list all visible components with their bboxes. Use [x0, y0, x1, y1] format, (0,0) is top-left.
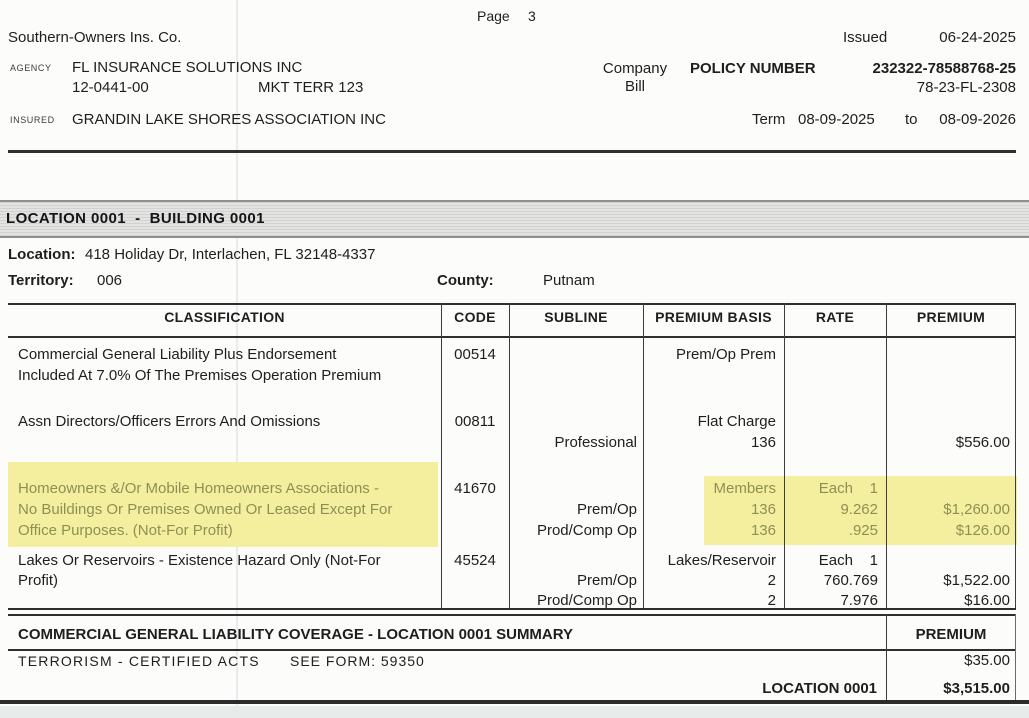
- summary-top-border: [8, 614, 1016, 616]
- location-total-label: LOCATION 0001: [762, 680, 877, 697]
- policy-number: 232322-78588768-25: [872, 60, 1016, 77]
- agency-mkt-terr: MKT TERR 123: [258, 79, 364, 96]
- row3-rate-line: 9.262: [840, 501, 878, 518]
- row4-subline-line: Prod/Comp Op: [536, 592, 637, 609]
- row4-rate-line: Each 1: [818, 552, 878, 569]
- row3-premium-amount: $126.00: [955, 522, 1010, 539]
- page-label: Page: [477, 8, 510, 24]
- billing-method-line1: Company: [602, 60, 668, 77]
- row2-code: 00811: [454, 413, 496, 430]
- row4-premium-basis-line: 2: [767, 572, 776, 589]
- row3-premium-basis-line: 136: [750, 522, 776, 539]
- column-header-premium: PREMIUM: [916, 309, 986, 325]
- row3-rate-line: Each 1: [818, 480, 878, 497]
- row1-classification-line: Included At 7.0% Of The Premises Operation Premium: [18, 367, 382, 384]
- territory-label: Territory:: [8, 272, 74, 289]
- term-label: Term: [752, 111, 786, 128]
- county-value: Putnam: [543, 272, 595, 289]
- table-top-border: [8, 303, 1016, 305]
- row3-classification-line: Office Purposes. (Not-For Profit): [18, 522, 233, 539]
- insured-name: GRANDIN LAKE SHORES ASSOCIATION INC: [72, 111, 386, 128]
- policy-number-label: POLICY NUMBER: [690, 60, 816, 77]
- header-rule: [8, 150, 1016, 153]
- scan-edge-strip: [0, 706, 1029, 718]
- summary-title: COMMERCIAL GENERAL LIABILITY COVERAGE - LOCATION 0001 SUMMARY: [18, 626, 574, 643]
- issued-label: Issued: [843, 29, 888, 46]
- summary-premium-header: PREMIUM: [915, 626, 987, 643]
- row2-subline: Professional: [554, 434, 637, 451]
- billing-method-line2: Bill: [624, 78, 645, 95]
- term-to-label: to: [905, 111, 918, 128]
- row1-classification-line: Commercial General Liability Plus Endorsement: [18, 346, 337, 363]
- table-col-border-basis: [643, 303, 644, 608]
- page-bottom-rule: [0, 700, 1029, 704]
- agency-label: AGENCY: [10, 63, 52, 73]
- terrorism-label: TERRORISM - CERTIFIED ACTS: [18, 653, 260, 669]
- county-label: County:: [437, 272, 494, 289]
- agency-name: FL INSURANCE SOLUTIONS INC: [72, 59, 303, 76]
- issued-date: 06-24-2025: [939, 29, 1016, 46]
- row3-rate-line: .925: [848, 522, 878, 539]
- page-number: 3: [528, 8, 536, 24]
- terrorism-premium-amount: $35.00: [964, 652, 1010, 669]
- row4-premium-basis-line: 2: [767, 592, 776, 609]
- row3-classification-line: No Buildings Or Premises Owned Or Leased Except For: [18, 501, 393, 518]
- summary-header-border: [8, 649, 1016, 651]
- territory-value: 006: [97, 272, 123, 289]
- location-building-bar: [0, 200, 1029, 238]
- row2-premium-basis-line: 136: [750, 434, 776, 451]
- term-end-date: 08-09-2026: [939, 111, 1016, 128]
- column-header-premium-basis: PREMIUM BASIS: [655, 309, 772, 325]
- row4-code: 45524: [454, 552, 496, 569]
- table-col-border-code: [441, 303, 442, 608]
- table-header-border: [8, 336, 1016, 338]
- row4-premium-amount: $1,522.00: [943, 572, 1010, 589]
- row3-code: 41670: [454, 480, 496, 497]
- row3-premium-basis-line: Members: [713, 480, 776, 497]
- agency-code: 12-0441-00: [72, 79, 149, 96]
- row2-classification-line: Assn Directors/Officers Errors And Omissions: [18, 413, 321, 430]
- row1-premium-basis-line: Prem/Op Prem: [675, 346, 776, 363]
- row4-rate-line: 760.769: [823, 572, 878, 589]
- location-address: 418 Holiday Dr, Interlachen, FL 32148-4337: [85, 246, 376, 263]
- table-col-border-premium: [886, 303, 887, 608]
- row3-subline-line: Prod/Comp Op: [536, 522, 637, 539]
- column-header-code: CODE: [454, 309, 496, 325]
- row2-premium-amount: $556.00: [955, 434, 1010, 451]
- policy-sub-number: 78-23-FL-2308: [916, 79, 1016, 96]
- row4-premium-amount: $16.00: [964, 592, 1010, 609]
- row2-premium-basis-line: Flat Charge: [697, 413, 776, 430]
- table-col-border-subline: [509, 303, 510, 608]
- column-header-subline: SUBLINE: [544, 309, 608, 325]
- row3-classification-line: Homeowners &/Or Mobile Homeowners Associations -: [18, 480, 379, 497]
- location-total-amount: $3,515.00: [943, 680, 1010, 697]
- column-header-rate: RATE: [815, 309, 855, 325]
- row4-rate-line: 7.976: [840, 592, 878, 609]
- row4-premium-basis-line: Lakes/Reservoir: [667, 552, 776, 569]
- term-start-date: 08-09-2025: [798, 111, 875, 128]
- row3-subline-line: Prem/Op: [576, 501, 637, 518]
- row1-code: 00514: [454, 346, 496, 363]
- row3-premium-amount: $1,260.00: [943, 501, 1010, 518]
- column-header-classification: CLASSIFICATION: [164, 309, 285, 325]
- insured-label: INSURED: [10, 115, 55, 125]
- table-col-border-rate: [784, 303, 785, 608]
- row4-classification-line: Lakes Or Reservoirs - Existence Hazard Only (Not-For: [18, 552, 381, 569]
- row4-subline-line: Prem/Op: [576, 572, 637, 589]
- terrorism-form-ref: SEE FORM: 59350: [290, 653, 425, 669]
- row4-classification-line: Profit): [18, 572, 59, 589]
- table-right-border: [1015, 303, 1016, 608]
- location-building-title: LOCATION 0001 - BUILDING 0001: [6, 210, 265, 227]
- row3-premium-basis-line: 136: [750, 501, 776, 518]
- insurer-name: Southern-Owners Ins. Co.: [8, 29, 182, 46]
- location-label: Location:: [8, 246, 76, 263]
